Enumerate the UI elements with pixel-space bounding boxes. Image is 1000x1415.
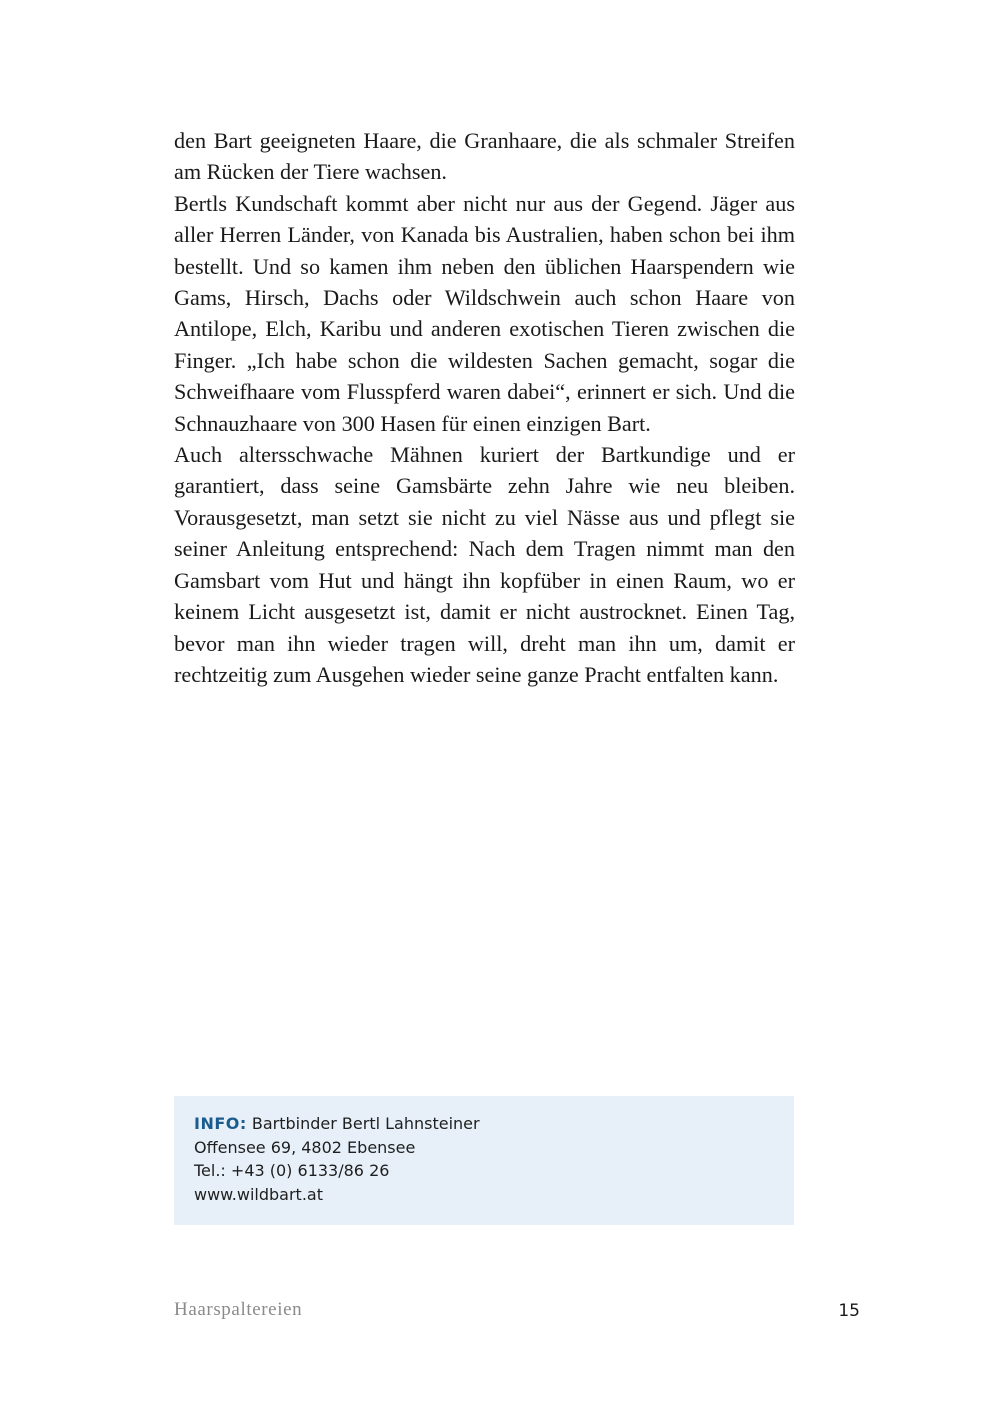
paragraph-3: Auch altersschwache Mähnen kuriert der Bartkundige und er garantiert, dass seine Gamsbärte zehn Jahre wie neu bleiben. Vorausgesetzt, man setzt sie nicht zu viel Nässe aus und pflegt sie seiner Anleitung entsprechend: Nach dem Tragen nimmt man den Gamsbart vom Hut und hängt ihn kopfüber in einen Raum, wo er keinem Licht ausgesetzt ist, damit er nicht austrocknet. Einen Tag, bevor man ihn wieder tragen will, dreht man ihn um, damit er rechtzeitig zum Ausgehen wieder seine ganze Pracht entfalten kann. <box>174 442 795 687</box>
article-body <box>174 125 795 690</box>
paragraph-2: Bertls Kundschaft kommt aber nicht nur aus der Gegend. Jäger aus aller Herren Länder, von Kanada bis Australien, haben schon bei ihm bestellt. Und so kamen ihm neben den üblichen Haarspendern wie Gams, Hirsch, Dachs oder Wildschwein auch schon Haare von Antilope, Elch, Karibu und anderen exotischen Tieren zwischen die Finger. „Ich habe schon die wildesten Sachen gemacht, sogar die Schweifhaare vom Flusspferd waren dabei“, erinnert er sich. Und die Schnauzhaare von 300 Hasen für einen einzigen Bart. <box>174 190 795 436</box>
info-box <box>174 1096 794 1225</box>
info-website[interactable]: www.wildbart.at <box>194 1184 323 1204</box>
info-name: Bartbinder Bertl Lahnsteiner <box>251 1114 480 1133</box>
page-number: 15 <box>838 1301 860 1321</box>
paragraph-1: den Bart geeigneten Haare, die Granhaare, die als schmaler Streifen am Rücken der Tiere wachsen. <box>174 128 795 185</box>
info-label: INFO: <box>194 1114 247 1133</box>
info-address: Offensee 69, 4802 Ebensee <box>194 1137 416 1157</box>
info-header <box>194 1112 774 1136</box>
running-footer-title: Haarspaltereien <box>174 1299 303 1320</box>
info-phone: Tel.: +43 (0) 6133/86 26 <box>194 1161 390 1180</box>
